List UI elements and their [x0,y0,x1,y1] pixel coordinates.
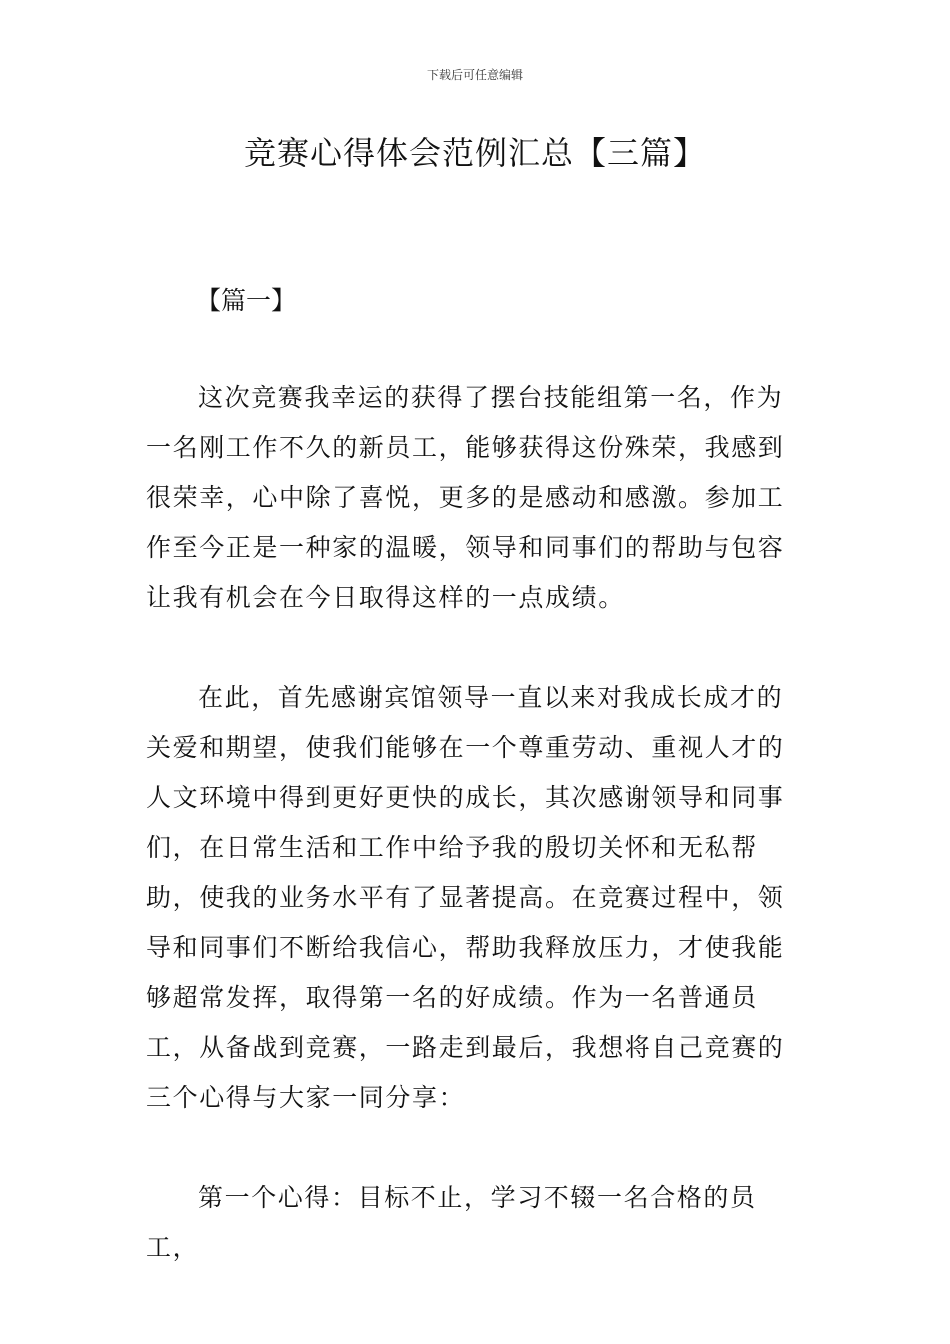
paragraph-2: 在此，首先感谢宾馆领导一直以来对我成长成才的关爱和期望，使我们能够在一个尊重劳动、重视人才的人文环境中得到更好更快的成长，其次感谢领导和同事们，在日常生活和工作中给予我的殷切关怀和无私帮助，使我的业务水平有了显著提高。在竞赛过程中，领导和同事们不断给我信心，帮助我释放压力，才使我能够超常发挥，取得第一名的好成绩。作为一名普通员工，从备战到竞赛，一路走到最后，我想将自己竞赛的三个心得与大家一同分享： [146,683,785,1112]
section-heading: 【篇一】 [196,286,297,315]
paragraph-3: 第一个心得：目标不止，学习不辍一名合格的员工， [146,1183,757,1262]
header-note: 下载后可任意编辑 [426,68,523,82]
body-text [146,373,806,1323]
paragraph-1: 这次竞赛我幸运的获得了摆台技能组第一名，作为一名刚工作不久的新员工，能够获得这份殊荣，我感到很荣幸，心中除了喜悦，更多的是感动和感激。参加工作至今正是一种家的温暖，领导和同事们的帮助与包容让我有机会在今日取得这样的一点成绩。 [146,383,785,612]
document-title: 竞赛心得体会范例汇总【三篇】 [243,134,706,172]
